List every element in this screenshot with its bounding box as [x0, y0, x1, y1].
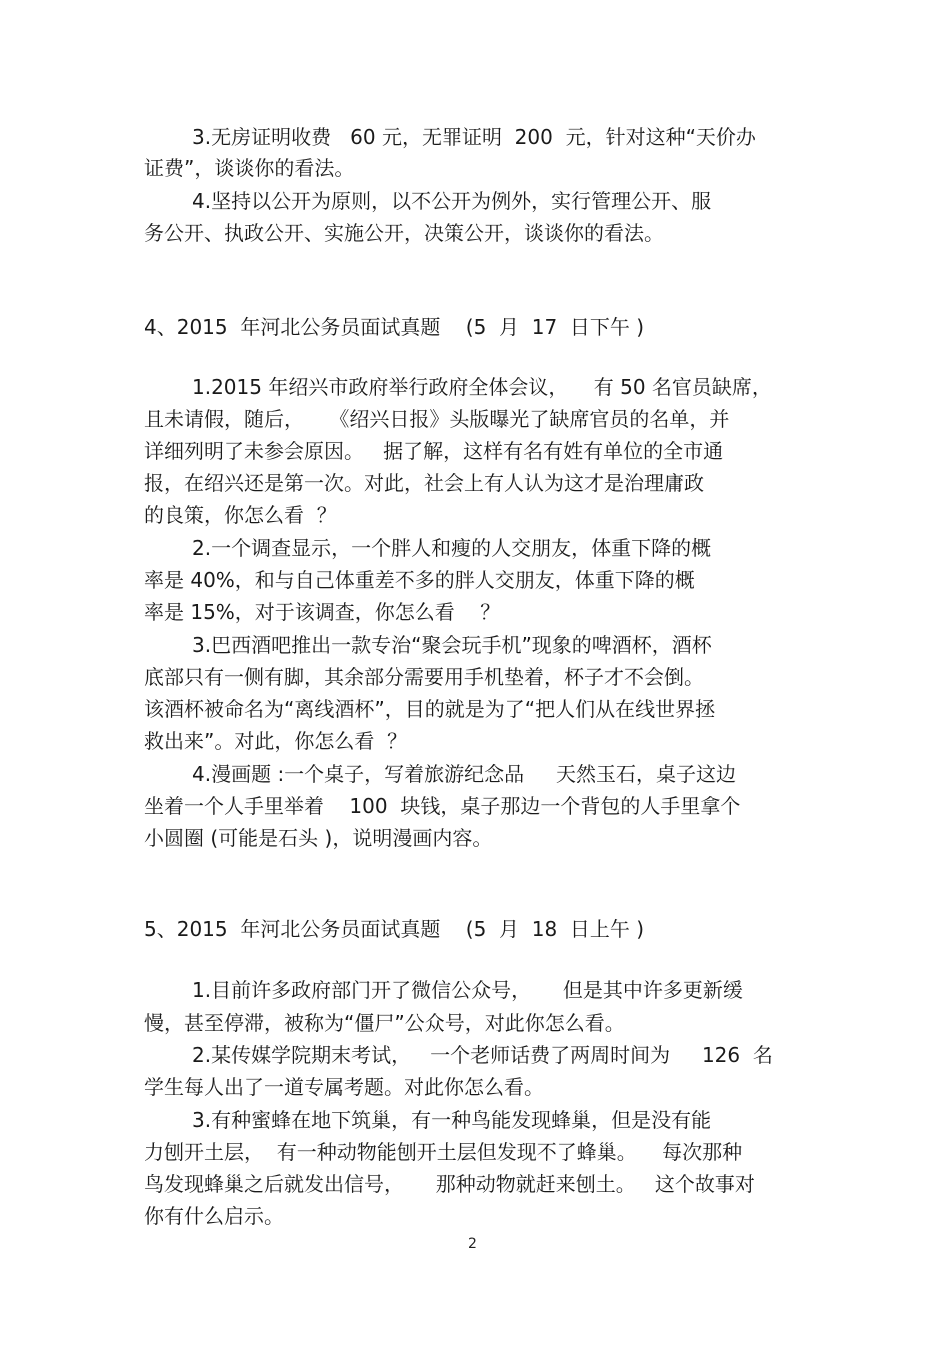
s4-q4-line-1: 4.漫画题 :一个桌子，写着旅游纪念品 天然玉石，桌子这边 — [192, 762, 736, 786]
s4-q3-line-1: 3.巴西酒吧推出一款专治“聚会玩手机”现象的啤酒杯，酒杯 — [192, 633, 712, 657]
s4-q2-line-2: 率是 40%，和与自己体重差不多的胖人交朋友，体重下降的概 — [144, 568, 695, 592]
question-4-line-2: 务公开、执政公开、实施公开，决策公开，谈谈你的看法。 — [144, 221, 664, 245]
s4-q1-line-2: 且未请假，随后， 《绍兴日报》头版曝光了缺席官员的名单，并 — [144, 407, 730, 431]
s5-q3-line-4: 你有什么启示。 — [144, 1204, 284, 1228]
section-4-heading: 4、2015 年河北公务员面试真题 (5 月 17 日下午 ) — [144, 315, 645, 339]
s4-q3-line-2: 底部只有一侧有脚，其余部分需要用手机垫着，杯子才不会倒。 — [144, 665, 704, 689]
s4-q1-line-4: 报，在绍兴还是第一次。对此，社会上有人认为这才是治理庸政 — [144, 471, 704, 495]
question-3-line-2: 证费”，谈谈你的看法。 — [144, 156, 355, 180]
s5-q2-line-2: 学生每人出了一道专属考题。对此你怎么看。 — [144, 1075, 544, 1099]
s4-q4-line-2: 坐着一个人手里举着 100 块钱，桌子那边一个背包的人手里拿个 — [144, 794, 741, 818]
s4-q3-line-4: 救出来”。对此，你怎么看 ？ — [144, 729, 408, 753]
s4-q1-line-1: 1.2015 年绍兴市政府举行政府全体会议， 有 50 名官员缺席， — [192, 375, 772, 399]
s4-q2-line-1: 2.一个调查显示，一个胖人和瘦的人交朋友，体重下降的概 — [192, 536, 712, 560]
s5-q1-line-2: 慢，甚至停滞，被称为“僵尸”公众号，对此你怎么看。 — [144, 1011, 625, 1035]
s5-q2-line-1: 2.某传媒学院期末考试， 一个老师话费了两周时间为 126 名 — [192, 1043, 773, 1067]
section-5-heading: 5、2015 年河北公务员面试真题 (5 月 18 日上午 ) — [144, 917, 645, 941]
s5-q1-line-1: 1.目前许多政府部门开了微信公众号， 但是其中许多更新缓 — [192, 978, 743, 1002]
s5-q3-line-2: 力刨开土层， 有一种动物能刨开土层但发现不了蜂巢。 每次那种 — [144, 1140, 743, 1164]
s5-q3-line-1: 3.有种蜜蜂在地下筑巢，有一种鸟能发现蜂巢，但是没有能 — [192, 1108, 712, 1132]
s5-q3-line-3: 鸟发现蜂巢之后就发出信号， 那种动物就赶来刨土。 这个故事对 — [144, 1172, 755, 1196]
question-3-line-1: 3.无房证明收费 60 元，无罪证明 200 元，针对这种“天价办 — [192, 125, 756, 149]
question-4-line-1: 4.坚持以公开为原则，以不公开为例外，实行管理公开、服 — [192, 189, 712, 213]
s4-q1-line-3: 详细列明了未参会原因。 据了解，这样有名有姓有单位的全市通 — [144, 439, 724, 463]
s4-q1-line-5: 的良策，你怎么看 ？ — [144, 503, 337, 527]
page-number: 2 — [468, 1236, 477, 1252]
s4-q2-line-3: 率是 15%，对于该调查，你怎么看 ？ — [144, 600, 501, 624]
s4-q3-line-3: 该酒杯被命名为“离线酒杯”，目的就是为了“把人们从在线世界拯 — [144, 697, 716, 721]
s4-q4-line-3: 小圆圈 (可能是石头 )，说明漫画内容。 — [144, 826, 493, 850]
